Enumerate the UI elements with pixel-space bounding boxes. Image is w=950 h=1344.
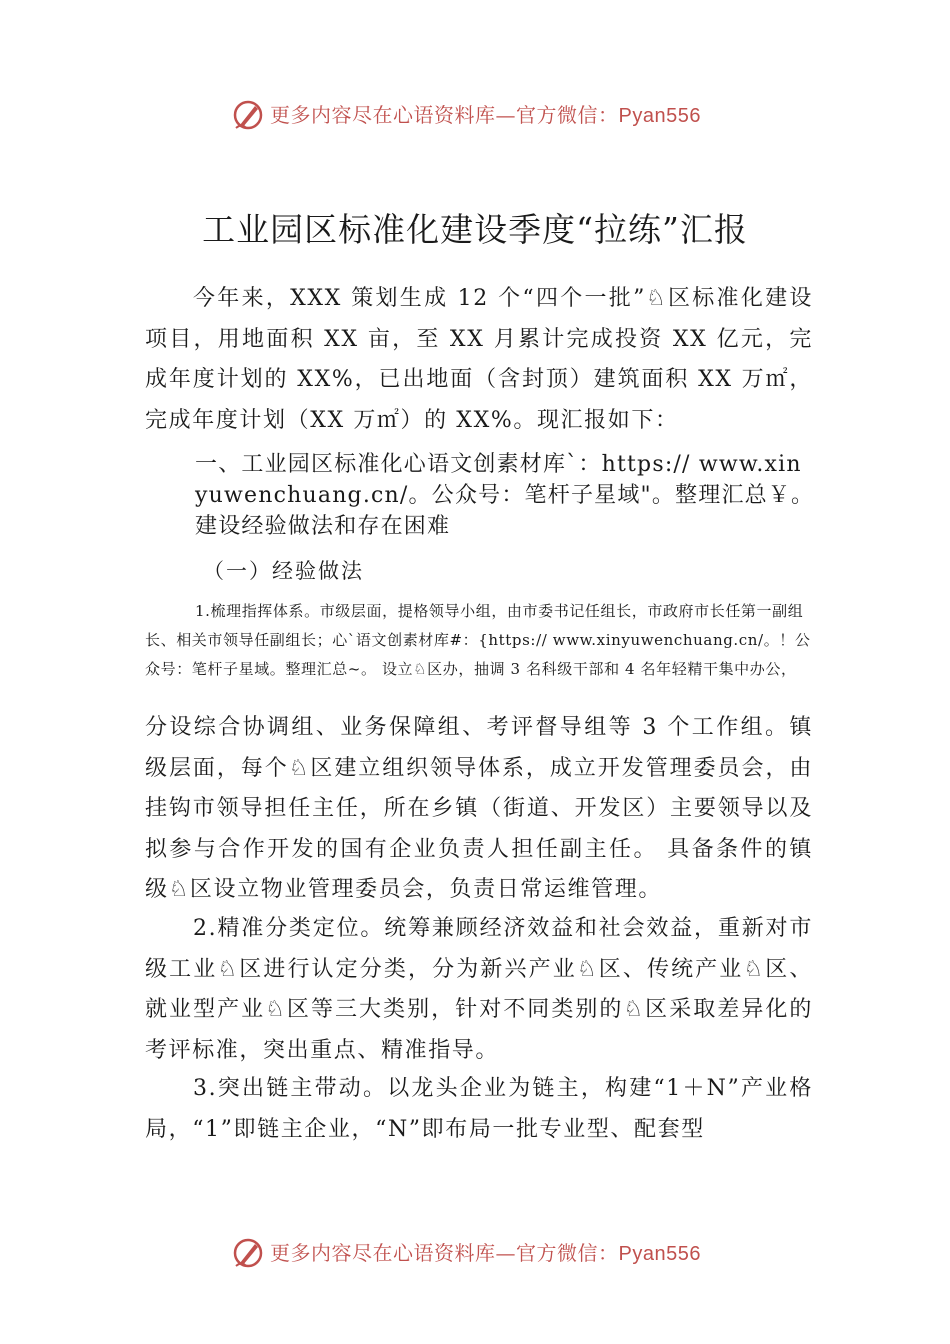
item-3-paragraph: 3.突出链主带动。以龙头企业为链主，构建“1＋N”产业格局，“1”即链主企业，“N”即布局一批专业型、配套型 [145, 1076, 813, 1142]
banner-text [270, 102, 701, 129]
header-banner [0, 96, 950, 136]
banner-dash: — [495, 103, 516, 127]
footer-banner [0, 1234, 950, 1274]
banner-wechat: 官方微信： [516, 103, 619, 127]
section-heading-1: 一、工业园区标准化心语文创素材库`：https:// www.xinyuwenchuang.cn/。公众号：笔杆子星域"。整理汇总￥。建设经验做法和存在困难 [195, 452, 815, 539]
item-1-continuation: 分设综合协调组、业务保障组、考评督导组等 3 个工作组。镇级层面，每个♘区建立组织领导体系，成立开发管理委员会，由挂钩市领导担任主任，所在乡镇（街道、开发区）主要领导以及拟参与合作开发的国有企业负责人担任副主任。 具备条件的镇级♘区设立物业管理委员会，负责日常运维管理。 [145, 715, 813, 902]
banner-id: Pyan556 [618, 105, 701, 127]
banner-wechat: 官方微信： [516, 1241, 619, 1265]
banner-dash: — [495, 1241, 516, 1265]
pen-seal-icon [231, 98, 265, 132]
item-1-small-text: 1.梳理指挥体系。市级层面，提格领导小组，由市委书记任组长，市政府市长任第一副组长、相关市领导任副组长；心`语文创素材库#：{https:// www.xinyuwenchuang.cn/。！公众号：笔杆子星域。整理汇总~。 设立♘区办，抽调 3 名科级干部和 4 名年轻精干集中办公， [145, 602, 811, 678]
banner-main: 更多内容尽在心语资料库 [270, 103, 496, 127]
banner-text [270, 1240, 701, 1267]
item-2-paragraph: 2.精准分类定位。统筹兼顾经济效益和社会效益，重新对市级工业♘区进行认定分类，分为新兴产业♘区、传统产业♘区、就业型产业♘区等三大类别，针对不同类别的♘区采取差异化的考评标准，突出重点、精准指导。 [145, 916, 813, 1063]
intro-paragraph: 今年来，XXX 策划生成 12 个“四个一批”♘区标准化建设项目，用地面积 XX 亩，至 XX 月累计完成投资 XX 亿元，完成年度计划的 XX%，已出地面（含封顶）建筑面积 XX 万㎡，完成年度计划（XX 万㎡）的 XX%。现汇报如下： [145, 286, 813, 433]
pen-seal-icon [231, 1236, 265, 1270]
document-title: 工业园区标准化建设季度“拉练”汇报 [202, 210, 748, 250]
subsection-heading: （一）经验做法 [203, 559, 364, 583]
banner-main: 更多内容尽在心语资料库 [270, 1241, 496, 1265]
banner-id: Pyan556 [618, 1243, 701, 1265]
